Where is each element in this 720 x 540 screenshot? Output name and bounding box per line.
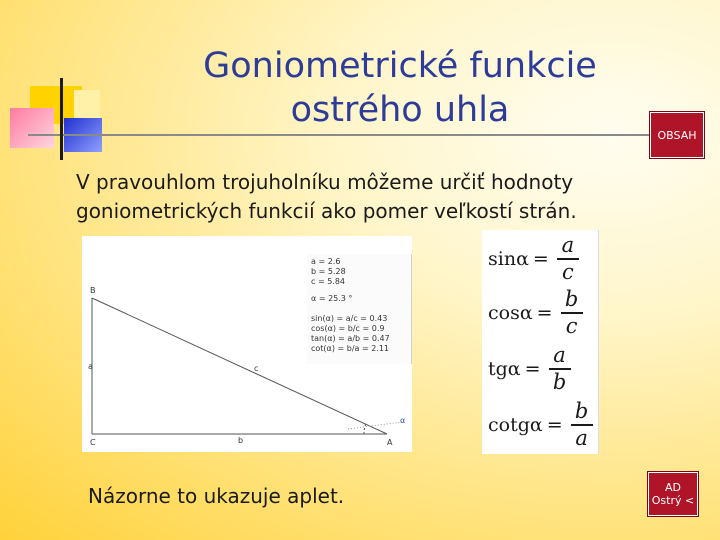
title-divider	[28, 134, 684, 136]
fraction	[561, 289, 583, 337]
intro-text: V pravouhlom trojuholníku môžeme určiť hodnoty goniometrických funkcií ako pomer veľkostí strán.	[76, 170, 577, 223]
obsah-button[interactable]	[650, 112, 704, 158]
triangle-applet[interactable]	[82, 236, 412, 452]
title-line-2: ostrého uhla	[290, 90, 510, 130]
numerator: b	[574, 399, 589, 423]
title-line-1: Goniometrické funkcie	[203, 46, 597, 86]
equals-sign: =	[524, 358, 541, 380]
side-a-label: a	[88, 362, 93, 371]
next-slide-button[interactable]	[648, 472, 698, 516]
equals-sign: =	[532, 248, 549, 270]
formula-cos	[488, 288, 583, 338]
vertex-c-label: C	[90, 438, 96, 447]
formula-tg-name: tgα	[488, 358, 521, 380]
denominator: c	[565, 314, 578, 338]
readout-cot: cot(α) = b/a = 2.11	[311, 344, 390, 353]
readout-c: c = 5.84	[311, 277, 345, 286]
formula-cotg-name: cotgα	[488, 414, 543, 436]
fraction	[571, 401, 593, 449]
equals-sign: =	[546, 414, 563, 436]
equals-sign: =	[536, 302, 553, 324]
formula-sin-name: sinα	[488, 248, 529, 270]
denominator: a	[575, 426, 588, 450]
next-button-line-1: AD	[665, 481, 681, 494]
formula-tg	[488, 344, 571, 394]
numerator: b	[564, 287, 579, 311]
decor-pink-square	[10, 108, 54, 148]
applet-caption: Názorne to ukazuje aplet.	[88, 484, 345, 508]
numerator: a	[553, 343, 566, 367]
denominator: b	[552, 370, 567, 394]
numerator: a	[561, 233, 575, 257]
fraction	[549, 345, 571, 393]
obsah-button-label: OBSAH	[657, 128, 697, 142]
slide-title	[160, 44, 640, 132]
formula-panel	[482, 230, 599, 454]
formula-sin	[488, 234, 579, 284]
angle-alpha-label: α	[400, 416, 406, 425]
denominator: c	[561, 260, 574, 284]
side-c-label: c	[254, 364, 259, 373]
readout-b: b = 5.28	[311, 267, 346, 276]
formula-cos-name: cosα	[488, 302, 533, 324]
formula-cotg	[488, 400, 593, 450]
readout-tan: tan(α) = a/b = 0.47	[311, 334, 390, 343]
angle-arc	[364, 424, 366, 434]
side-b-label: b	[238, 436, 244, 445]
fraction	[557, 235, 579, 283]
next-button-line-2: Ostrý <	[651, 494, 695, 507]
decor-vertical-bar	[60, 78, 63, 160]
readout-sin: sin(α) = a/c = 0.43	[311, 314, 388, 323]
vertex-b-label: B	[90, 286, 96, 295]
readout-cos: cos(α) = b/c = 0.9	[311, 324, 385, 333]
vertex-a-label: A	[387, 438, 393, 447]
value-readout	[307, 254, 412, 364]
readout-a: a = 2.6	[311, 257, 341, 266]
readout-angle: α = 25.3 °	[311, 294, 353, 303]
